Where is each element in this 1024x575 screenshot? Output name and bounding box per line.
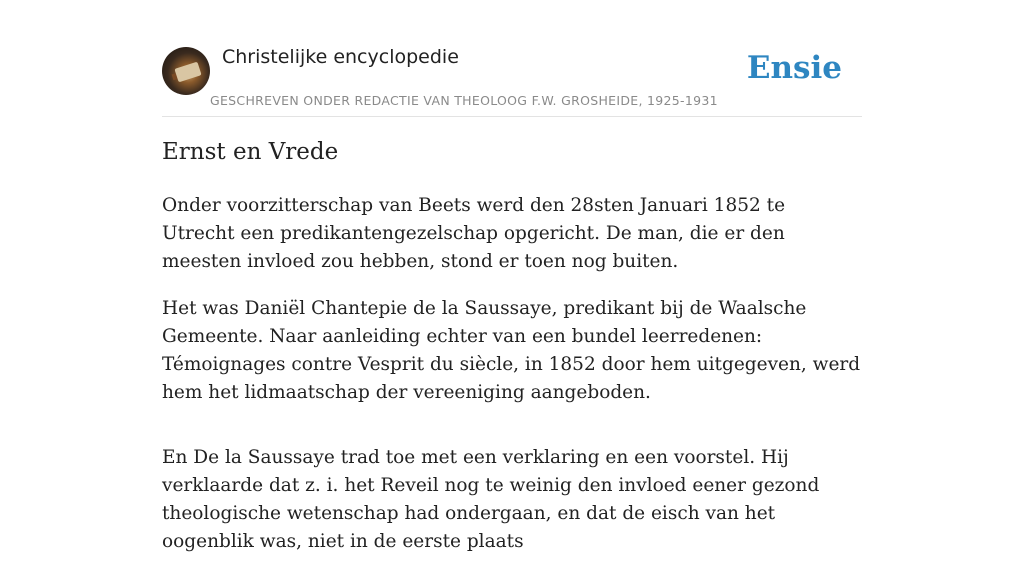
site-name[interactable]: Christelijke encyclopedie xyxy=(222,46,459,68)
article-paragraph: Het was Daniël Chantepie de la Saussaye, predikant bij de Waalsche Gemeente. Naar aanleiding echter van een bundel leerredenen: Témoignages contre Vesprit du siècle, in 1852 door hem uitgegeven, werd hem het lidmaatschap der vereeniging aangeboden. xyxy=(162,298,861,403)
open-book-icon xyxy=(174,62,201,83)
article-paragraph: En De la Saussaye trad toe met een verklaring en een voorstel. Hij verklaarde dat z. i. het Reveil nog te weinig den invloed eener gezond theologische wetenschap had ondergaan, en dat de eisch van het oogenblik was, niet in de eerste plaats xyxy=(162,447,820,552)
site-subtitle: GESCHREVEN ONDER REDACTIE VAN THEOLOOG F.W. GROSHEIDE, 1925-1931 xyxy=(210,93,718,108)
page-container xyxy=(162,0,862,552)
article-paragraph: Onder voorzitterschap van Beets werd den 28sten Januari 1852 te Utrecht een predikantengezelschap opgericht. De man, die er den meesten invloed zou hebben, stond er toen nog buiten. xyxy=(162,195,786,272)
article-title: Ernst en Vrede xyxy=(162,139,339,165)
encyclopedia-avatar[interactable] xyxy=(162,47,210,95)
ensie-logo[interactable]: Ensie xyxy=(746,50,842,86)
article-body xyxy=(162,192,862,575)
site-header xyxy=(162,0,862,117)
